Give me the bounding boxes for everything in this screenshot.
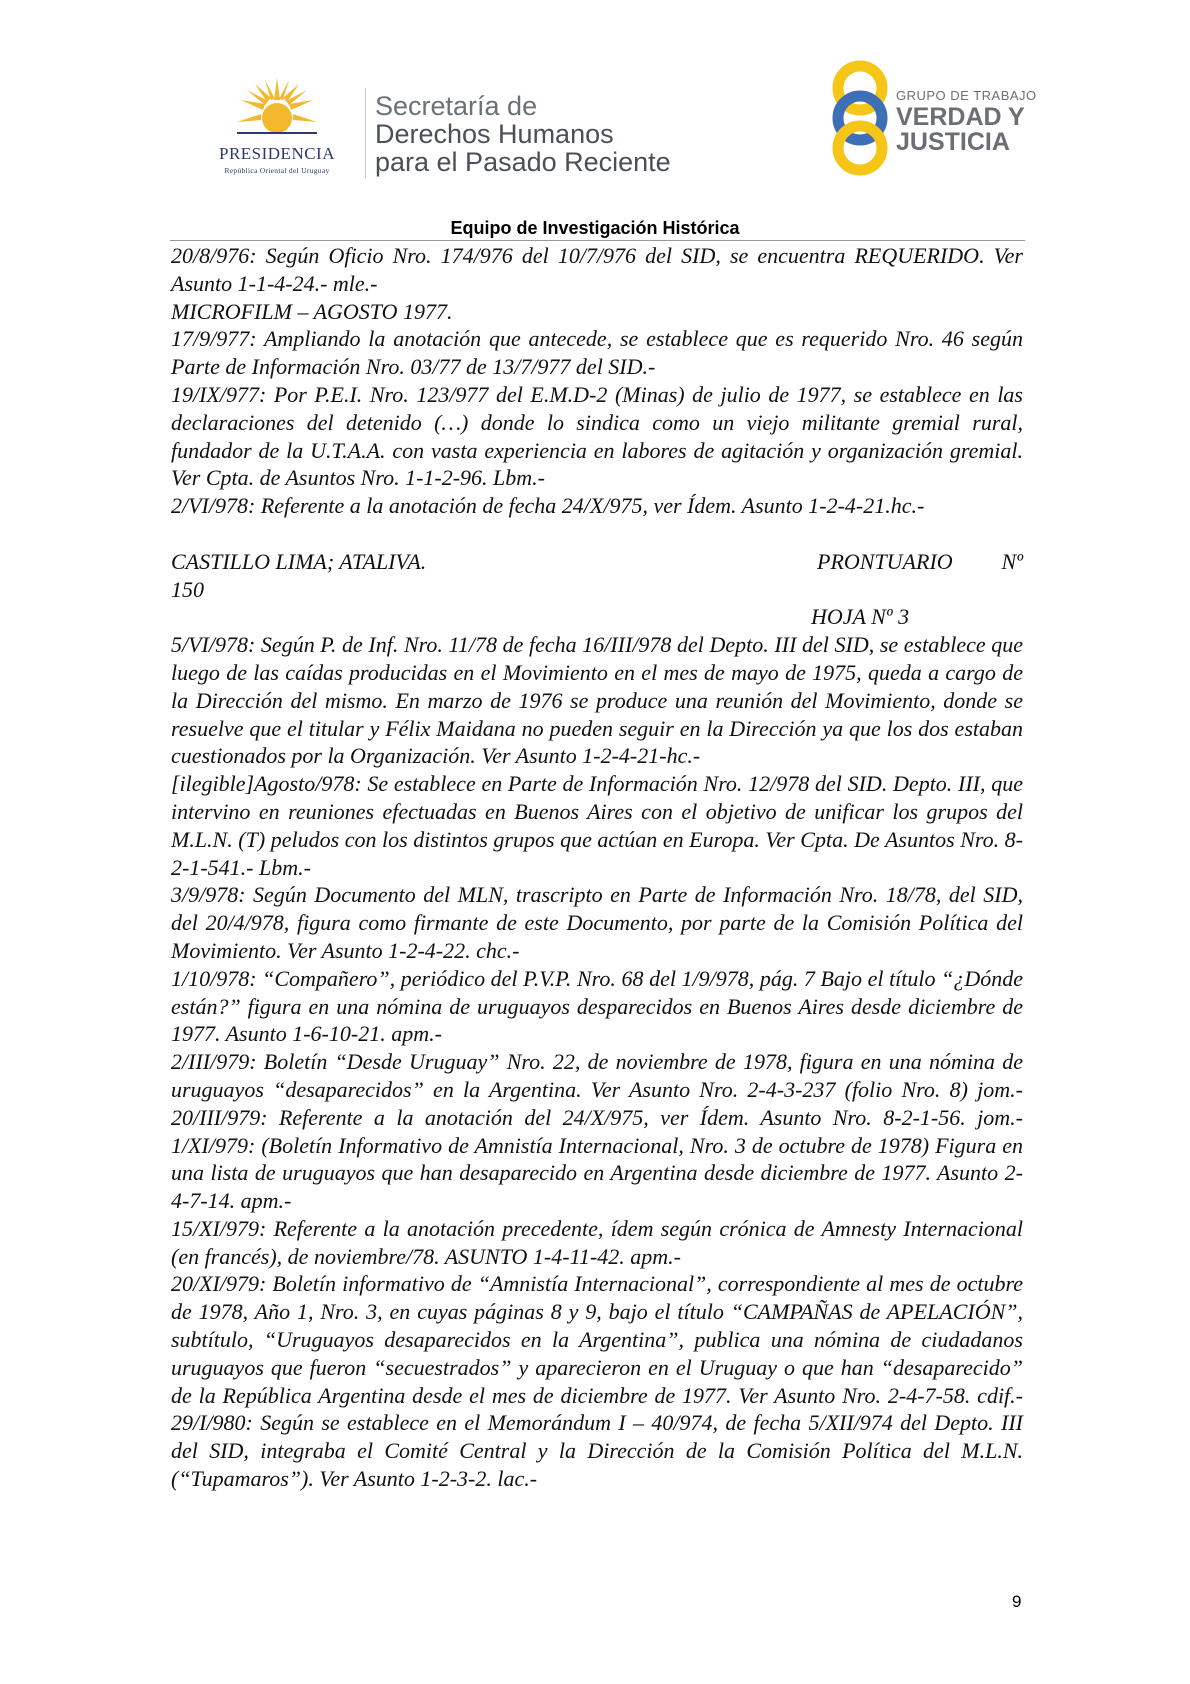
gtvj-text [896, 88, 1037, 155]
sun-icon [237, 78, 317, 148]
entry-paragraph: 17/9/977: Ampliando la anotación que antecede, se establece que es requerido Nro. 46 según Parte de Información Nro. 03/77 de 13/7/977 del SID.- [171, 326, 1023, 380]
secretaria-line3: para el Pasado Reciente [375, 147, 671, 177]
record-name: CASTILLO LIMA; ATALIVA. [171, 548, 427, 574]
entry-paragraph: MICROFILM – AGOSTO 1977. [171, 298, 453, 324]
gtvj-line2: VERDAD Y [896, 103, 1025, 131]
entry-paragraph: 20/XI/979: Boletín informativo de “Amnistía Internacional”, correspondiente al mes de octubre de 1978, Año 1, Nro. 3, en cuyas páginas 8 y 9, bajo el título “CAMPAÑAS de APELACIÓN”, subtítulo, “Uruguayos desaparecidos en la Argentina”, publica una nómina de ciudadanos uruguayos que fueron “secuestrados” y aparecieron en el Uruguay o que han “desaparecido” de la República Argentina desde el mes de diciembre de 1977. Ver Asunto Nro. 2-4-7-58. cdif.- 29/I/980: Según se establece en el Memorándum I – 40/974, de fecha 5/XII/974 del Depto. III del SID, integraba el Comité Central y la Dirección de la Comisión Política del M.L.N. (“Tupamaros”). Ver Asunto 1-2-3-2. lac.- [171, 1271, 1023, 1492]
entry-paragraph: 2/VI/978: Referente a la anotación de fecha 24/X/975, ver Ídem. Asunto 1-2-4-21.hc.- [171, 493, 925, 519]
secretaria-line2: Derechos Humanos [375, 119, 614, 149]
presidencia-logo [192, 78, 362, 178]
entry-paragraph: 5/VI/978: Según P. de Inf. Nro. 11/78 de fecha 16/III/978 del Depto. III del SID, se establece que luego de las caídas producidas en el Movimiento en el mes de mayo de 1975, queda a cargo de la Dirección del mismo. En marzo de 1976 se produce una reunión del Movimiento, donde se resuelve que el titular y Félix Maidana no pueden seguir en la Dirección ya que los dos estaban cuestionados por la Organización. Ver Asunto 1-2-4-21-hc.- [171, 632, 1023, 769]
entry-paragraph: 1/10/978: “Compañero”, periódico del P.V.P. Nro. 68 del 1/9/978, pág. 7 Bajo el título “¿Dónde están?” figura en una nómina de uruguayos desparecidos en Buenos Aires desde diciembre de 1977. Asunto 1-6-10-21. apm.- [171, 965, 1023, 1047]
secretaria-line1: Secretaría de [375, 91, 538, 121]
secretaria-logo-text [375, 92, 671, 176]
entry-paragraph: 3/9/978: Según Documento del MLN, trascripto en Parte de Información Nro. 18/78, del SID, del 20/4/978, figura como firmante de este Documento, por parte de la Comisión Política del Movimiento. Ver Asunto 1-2-4-22. chc.- [171, 882, 1023, 963]
hoja-label: HOJA Nº 3 [811, 604, 910, 630]
entry-paragraph: 20/8/976: Según Oficio Nro. 174/976 del 10/7/976 del SID, se encuentra REQUERIDO. Ver Asunto 1-1-4-24.- mle.- [171, 243, 1023, 296]
entry-paragraph: 19/IX/977: Por P.E.I. Nro. 123/977 del E.M.D-2 (Minas) de julio de 1977, se establece en las declaraciones del detenido (…) donde lo sindica como un viejo militante gremial rural, fundador de la U.T.A.A. con vasta experiencia en labores de agitación y organización gremial. Ver Cpta. de Asuntos Nro. 1-1-2-96. Lbm.- [171, 381, 1023, 491]
record-header-row [171, 548, 1023, 576]
section-label: Equipo de Investigación Histórica [450, 218, 740, 238]
gtvj-line3: JUSTICIA [896, 128, 1010, 156]
prontuario-number: 150 [171, 576, 204, 602]
rings-icon [820, 58, 900, 178]
header-divider [365, 88, 366, 178]
page-number: 9 [1012, 1592, 1022, 1611]
prontuario-group [817, 548, 1023, 576]
document-body [171, 242, 1023, 1493]
presidencia-subtitle: República Oriental del Uruguay [224, 166, 330, 175]
entry-paragraph: 15/XI/979: Referente a la anotación precedente, ídem según crónica de Amnesty Internacional (en francés), de noviembre/78. ASUNTO 1-4-11-42. apm.- [171, 1215, 1023, 1269]
section-rule [170, 240, 1025, 241]
prontuario-label: PRONTUARIO [817, 548, 953, 574]
presidencia-name: PRESIDENCIA [218, 144, 335, 163]
entry-paragraph: 2/III/979: Boletín “Desde Uruguay” Nro. 22, de noviembre de 1978, figura en una nómina de uruguayos “desaparecidos” en la Argentina. Ver Asunto Nro. 2-4-3-237 (folio Nro. 8) jom.- 20/III/979: Referente a la anotación del 24/X/975, ver Ídem. Asunto Nro. 8-2-1-56. jom.- 1/XI/979: (Boletín Informativo de Amnistía Internacional, Nro. 3 de octubre de 1978) Figura en una lista de uruguayos que han desaparecido en Argentina desde diciembre de 1977. Asunto 2-4-7-14. apm.- [171, 1049, 1023, 1214]
gtvj-logo [820, 58, 1037, 178]
entry-paragraph: [ilegible]Agosto/978: Se establece en Parte de Información Nro. 12/978 del SID. Depto. III, que intervino en reuniones efectuadas en Buenos Aires con el objetivo de unificar los grupos del M.L.N. (T) peludos con los distintos grupos que actúan en Europa. Ver Cpta. De Asuntos Nro. 8-2-1-541.- Lbm.- [171, 771, 1023, 880]
prontuario-symbol: Nº [1001, 548, 1023, 574]
gtvj-line1: GRUPO DE TRABAJO [896, 88, 1037, 103]
page-header [0, 0, 1190, 245]
blank-line [171, 520, 1023, 548]
